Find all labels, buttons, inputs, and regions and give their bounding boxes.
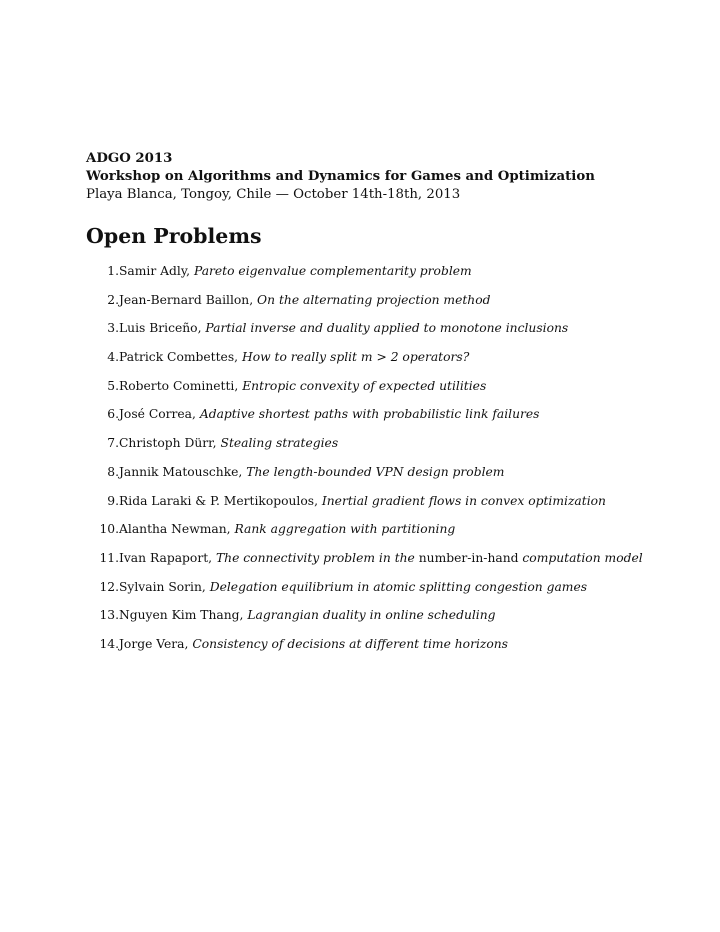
item-number: 9.	[107, 493, 119, 508]
item-number: 11.	[99, 550, 119, 565]
item-title-part: The connectivity problem in the	[215, 550, 415, 565]
item-title: Entropic convexity of expected utilities	[242, 378, 487, 393]
list-item	[86, 378, 696, 407]
list-item	[86, 464, 696, 493]
list-item	[86, 550, 696, 579]
item-number: 3.	[107, 321, 119, 336]
item-title: Stealing strategies	[220, 436, 339, 451]
item-author: Nguyen Kim Thang,	[119, 608, 244, 623]
workshop-title: Workshop on Algorithms and Dynamics for Games and Optimization	[86, 169, 595, 184]
item-number: 8.	[107, 464, 119, 479]
venue-and-dates: Playa Blanca, Tongoy, Chile — October 14th-18th, 2013	[86, 187, 461, 202]
item-title: Adaptive shortest paths with probabilistic link failures	[199, 407, 540, 422]
list-item	[86, 406, 696, 435]
item-title: Partial inverse and duality applied to monotone inclusions	[205, 321, 569, 336]
item-number: 1.	[107, 264, 119, 278]
item-author: Luis Briceño,	[119, 321, 202, 336]
item-number: 14.	[99, 636, 119, 651]
item-number: 10.	[99, 522, 119, 537]
list-item	[86, 493, 696, 522]
item-title-upright-part: number-in-hand	[418, 550, 519, 565]
item-number: 12.	[99, 579, 119, 594]
item-number: 7.	[107, 436, 119, 451]
item-title: Delegation equilibrium in atomic splitting congestion games	[209, 579, 588, 594]
list-item	[86, 521, 696, 550]
item-number: 2.	[107, 292, 119, 307]
section-title: Open Problems	[86, 224, 262, 248]
item-author: Alantha Newman,	[119, 522, 231, 537]
item-title: Pareto eigenvalue complementarity problem	[193, 264, 472, 278]
document-header	[86, 150, 686, 204]
item-author: Ivan Rapaport,	[119, 550, 213, 565]
list-item	[86, 292, 696, 321]
item-number: 5.	[107, 378, 119, 393]
list-item	[86, 636, 696, 665]
item-author: Jannik Matouschke,	[119, 464, 243, 479]
item-author: Samir Adly,	[119, 264, 191, 278]
item-author: Sylvain Sorin,	[119, 579, 206, 594]
list-item	[86, 320, 696, 349]
item-title: Rank aggregation with partitioning	[234, 522, 456, 537]
item-number: 4.	[107, 350, 119, 365]
item-number: 6.	[107, 407, 119, 422]
item-title: The length-bounded VPN design problem	[246, 464, 505, 479]
item-title-part: computation model	[522, 550, 643, 565]
item-number: 13.	[99, 608, 119, 623]
item-author: Patrick Combettes,	[119, 350, 239, 365]
item-title: Inertial gradient flows in convex optimization	[321, 493, 606, 508]
item-author: Rida Laraki & P. Mertikopoulos,	[119, 493, 318, 508]
item-author: Roberto Cominetti,	[119, 378, 239, 393]
list-item	[86, 435, 696, 464]
item-title: Lagrangian duality in online scheduling	[247, 608, 496, 623]
list-item	[86, 579, 696, 608]
item-author: Christoph Dürr,	[119, 436, 217, 451]
item-title: How to really split m > 2 operators?	[241, 350, 470, 365]
item-title: Consistency of decisions at different time horizons	[192, 636, 508, 651]
event-name: ADGO 2013	[86, 151, 173, 166]
list-item	[86, 349, 696, 378]
item-title: On the alternating projection method	[257, 292, 491, 307]
item-author: Jorge Vera,	[119, 636, 189, 651]
open-problems-list	[86, 263, 696, 665]
item-author: José Correa,	[119, 407, 196, 422]
list-item	[86, 263, 696, 292]
item-author: Jean-Bernard Baillon,	[119, 292, 254, 307]
list-item	[86, 607, 696, 636]
